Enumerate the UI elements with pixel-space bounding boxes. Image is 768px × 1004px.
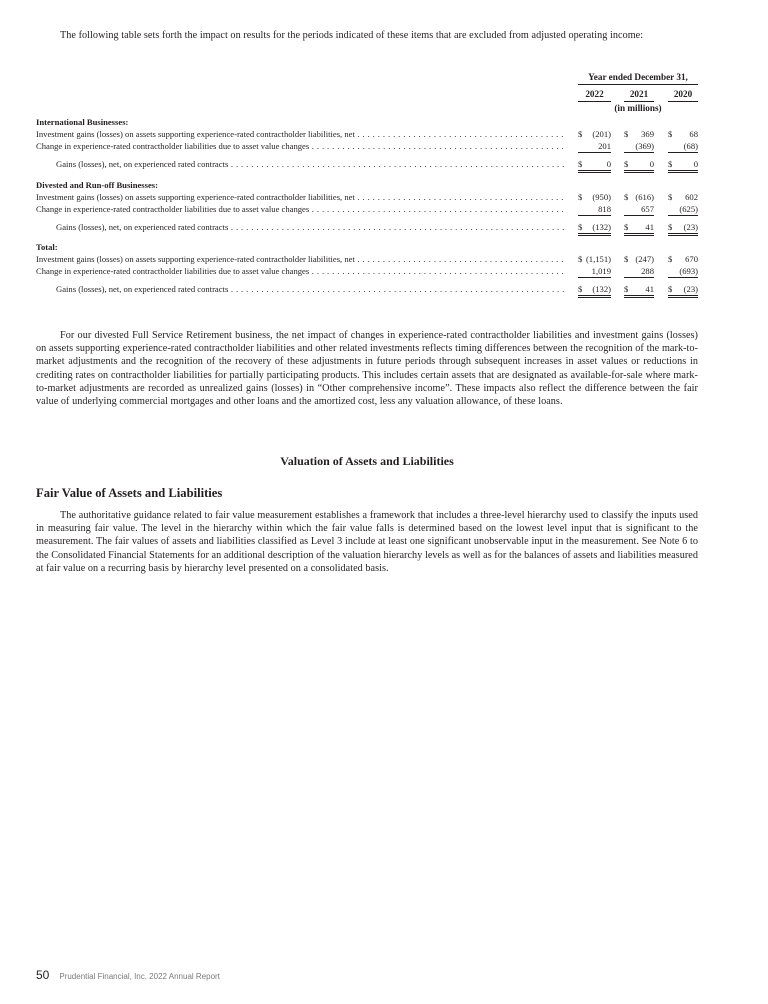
section-title: International Businesses: xyxy=(36,117,129,127)
full-service-retirement-paragraph: For our divested Full Service Retirement business, the net impact of changes in experience-rated contractholder liabilities and investment gains (losses) on assets supporting experience-rated contractholder liabilities and other related investments reflects timing differences between the recognition of the mark-to-market adjustments and the recognition of the recovery of these adjustments in future periods through subsequent increases in asset values or reductions in crediting rates on contractholder liabilities for partially participating products. This includes certain assets that are designated as available-for-sale where mark-to-market adjustments are recorded as unrealized gains (losses) in “Other comprehensive income”. These impacts also reflect the difference between the fair value of underlying commercial mortgages and other loans and the amortized cost, less any valuation allowance, of these loans. xyxy=(36,330,698,408)
value-cell-2022 xyxy=(578,203,611,216)
table-row xyxy=(36,265,698,277)
amount: 288 xyxy=(641,266,654,276)
value-cell-2022 xyxy=(578,283,611,298)
amount: 0 xyxy=(649,159,654,169)
value-cell-2022 xyxy=(578,221,611,236)
amount: 0 xyxy=(693,159,698,169)
value-cell-2020 xyxy=(668,253,698,265)
table-total-row xyxy=(36,221,698,233)
table-section-heading xyxy=(36,116,698,128)
amount: (23) xyxy=(683,222,698,232)
currency-symbol: $ xyxy=(578,129,583,139)
currency-symbol: $ xyxy=(668,129,673,139)
currency-symbol: $ xyxy=(624,129,629,139)
section-title: Total: xyxy=(36,242,58,252)
amount: (201) xyxy=(592,129,611,139)
currency-symbol: $ xyxy=(668,159,673,169)
currency-symbol: $ xyxy=(624,284,629,294)
page-number: 50 xyxy=(36,968,50,982)
amount: 1,019 xyxy=(591,266,611,276)
amount: 670 xyxy=(685,254,698,264)
table-row xyxy=(36,253,698,265)
table-row xyxy=(36,140,698,152)
value-cell-2020 xyxy=(668,140,698,153)
value-cell-2021 xyxy=(624,203,654,216)
amount: (625) xyxy=(679,204,698,214)
currency-symbol: $ xyxy=(668,254,673,264)
currency-symbol: $ xyxy=(668,192,673,202)
currency-symbol: $ xyxy=(624,254,629,264)
amount: 41 xyxy=(645,284,654,294)
table-row xyxy=(36,191,698,203)
value-cell-2020 xyxy=(668,221,698,236)
value-cell-2021 xyxy=(624,158,654,173)
amount: (247) xyxy=(635,254,654,264)
currency-symbol: $ xyxy=(578,159,583,169)
amount: 41 xyxy=(645,222,654,232)
value-cell-2022 xyxy=(578,253,611,265)
value-cell-2020 xyxy=(668,128,698,140)
table-header-year-2020: 2020 xyxy=(668,89,698,102)
amount: (693) xyxy=(679,266,698,276)
value-cell-2022 xyxy=(578,265,611,278)
currency-symbol: $ xyxy=(578,222,583,232)
intro-paragraph: The following table sets forth the impact on results for the periods indicated of these items that are excluded from adjusted operating income: xyxy=(60,30,644,41)
table-row xyxy=(36,203,698,215)
section-heading: Valuation of Assets and Liabilities xyxy=(280,454,454,468)
amount: 68 xyxy=(689,129,698,139)
currency-symbol: $ xyxy=(578,254,583,264)
currency-symbol: $ xyxy=(578,284,583,294)
value-cell-2021 xyxy=(624,140,654,153)
amount: 369 xyxy=(641,129,654,139)
value-cell-2021 xyxy=(624,221,654,236)
value-cell-2021 xyxy=(624,128,654,140)
amount: (1,151) xyxy=(585,254,611,264)
currency-symbol: $ xyxy=(624,192,629,202)
table-header-period: Year ended December 31, xyxy=(578,72,698,85)
amount: (950) xyxy=(592,192,611,202)
value-cell-2020 xyxy=(668,265,698,278)
currency-symbol: $ xyxy=(668,284,673,294)
value-cell-2022 xyxy=(578,158,611,173)
value-cell-2022 xyxy=(578,128,611,140)
value-cell-2020 xyxy=(668,191,698,203)
currency-symbol: $ xyxy=(578,192,583,202)
value-cell-2020 xyxy=(668,203,698,216)
value-cell-2021 xyxy=(624,253,654,265)
value-cell-2020 xyxy=(668,283,698,298)
table-header-year-2021: 2021 xyxy=(624,89,654,102)
amount: (616) xyxy=(635,192,654,202)
subsection-heading: Fair Value of Assets and Liabilities xyxy=(36,486,223,500)
amount: 602 xyxy=(685,192,698,202)
amount: (132) xyxy=(592,222,611,232)
row-label: Investment gains (losses) on assets supporting experience-rated contractholder liabilities, net . . . xyxy=(36,253,566,265)
fair-value-paragraph: The authoritative guidance related to fair value measurement establishes a framework that includes a three-level hierarchy used to classify the inputs used in measuring fair value. The level in the hierarchy within which the fair value falls is determined based on the lowest level input that is significant to the measurement. The fair values of assets and liabilities classified as Level 3 include at least one significant unobservable input in the measurement. See Note 6 to the Consolidated Financial Statements for an additional description of the valuation hierarchy levels as well as for the balances of assets and liabilities measured at fair value on a recurring basis by hierarchy level presented on a consolidated basis. xyxy=(36,510,698,574)
table-row xyxy=(36,128,698,140)
currency-symbol: $ xyxy=(624,159,629,169)
value-cell-2021 xyxy=(624,283,654,298)
amount: 657 xyxy=(641,204,654,214)
row-label: Gains (losses), net, on experienced rated contracts . . . xyxy=(56,283,566,295)
row-label: Investment gains (losses) on assets supporting experience-rated contractholder liabilities, net . . . xyxy=(36,191,566,203)
table-section-heading xyxy=(36,241,698,253)
table-header-units: (in millions) xyxy=(614,103,662,113)
table-total-row xyxy=(36,283,698,295)
amount: (23) xyxy=(683,284,698,294)
table-section-heading xyxy=(36,179,698,191)
value-cell-2022 xyxy=(578,140,611,153)
amount: 0 xyxy=(606,159,611,169)
table-header-year-2022: 2022 xyxy=(578,89,611,102)
table-total-row xyxy=(36,158,698,170)
currency-symbol: $ xyxy=(668,222,673,232)
value-cell-2021 xyxy=(624,191,654,203)
row-label: Change in experience-rated contractholder liabilities due to asset value changes . . . xyxy=(36,265,566,277)
section-title: Divested and Run-off Businesses: xyxy=(36,180,158,190)
page-footer xyxy=(36,966,220,984)
row-label: Gains (losses), net, on experienced rated contracts . . . xyxy=(56,221,566,233)
value-cell-2022 xyxy=(578,191,611,203)
row-label: Change in experience-rated contractholder liabilities due to asset value changes . . . xyxy=(36,140,566,152)
row-label: Investment gains (losses) on assets supporting experience-rated contractholder liabilities, net . . . xyxy=(36,128,566,140)
row-label: Change in experience-rated contractholder liabilities due to asset value changes . . . xyxy=(36,203,566,215)
amount: (132) xyxy=(592,284,611,294)
value-cell-2020 xyxy=(668,158,698,173)
currency-symbol: $ xyxy=(624,222,629,232)
amount: (68) xyxy=(683,141,698,151)
publication-name: Prudential Financial, Inc. 2022 Annual Report xyxy=(59,972,220,981)
amount: 818 xyxy=(598,204,611,214)
value-cell-2021 xyxy=(624,265,654,278)
row-label: Gains (losses), net, on experienced rated contracts . . . xyxy=(56,158,566,170)
amount: (369) xyxy=(635,141,654,151)
amount: 201 xyxy=(598,141,611,151)
